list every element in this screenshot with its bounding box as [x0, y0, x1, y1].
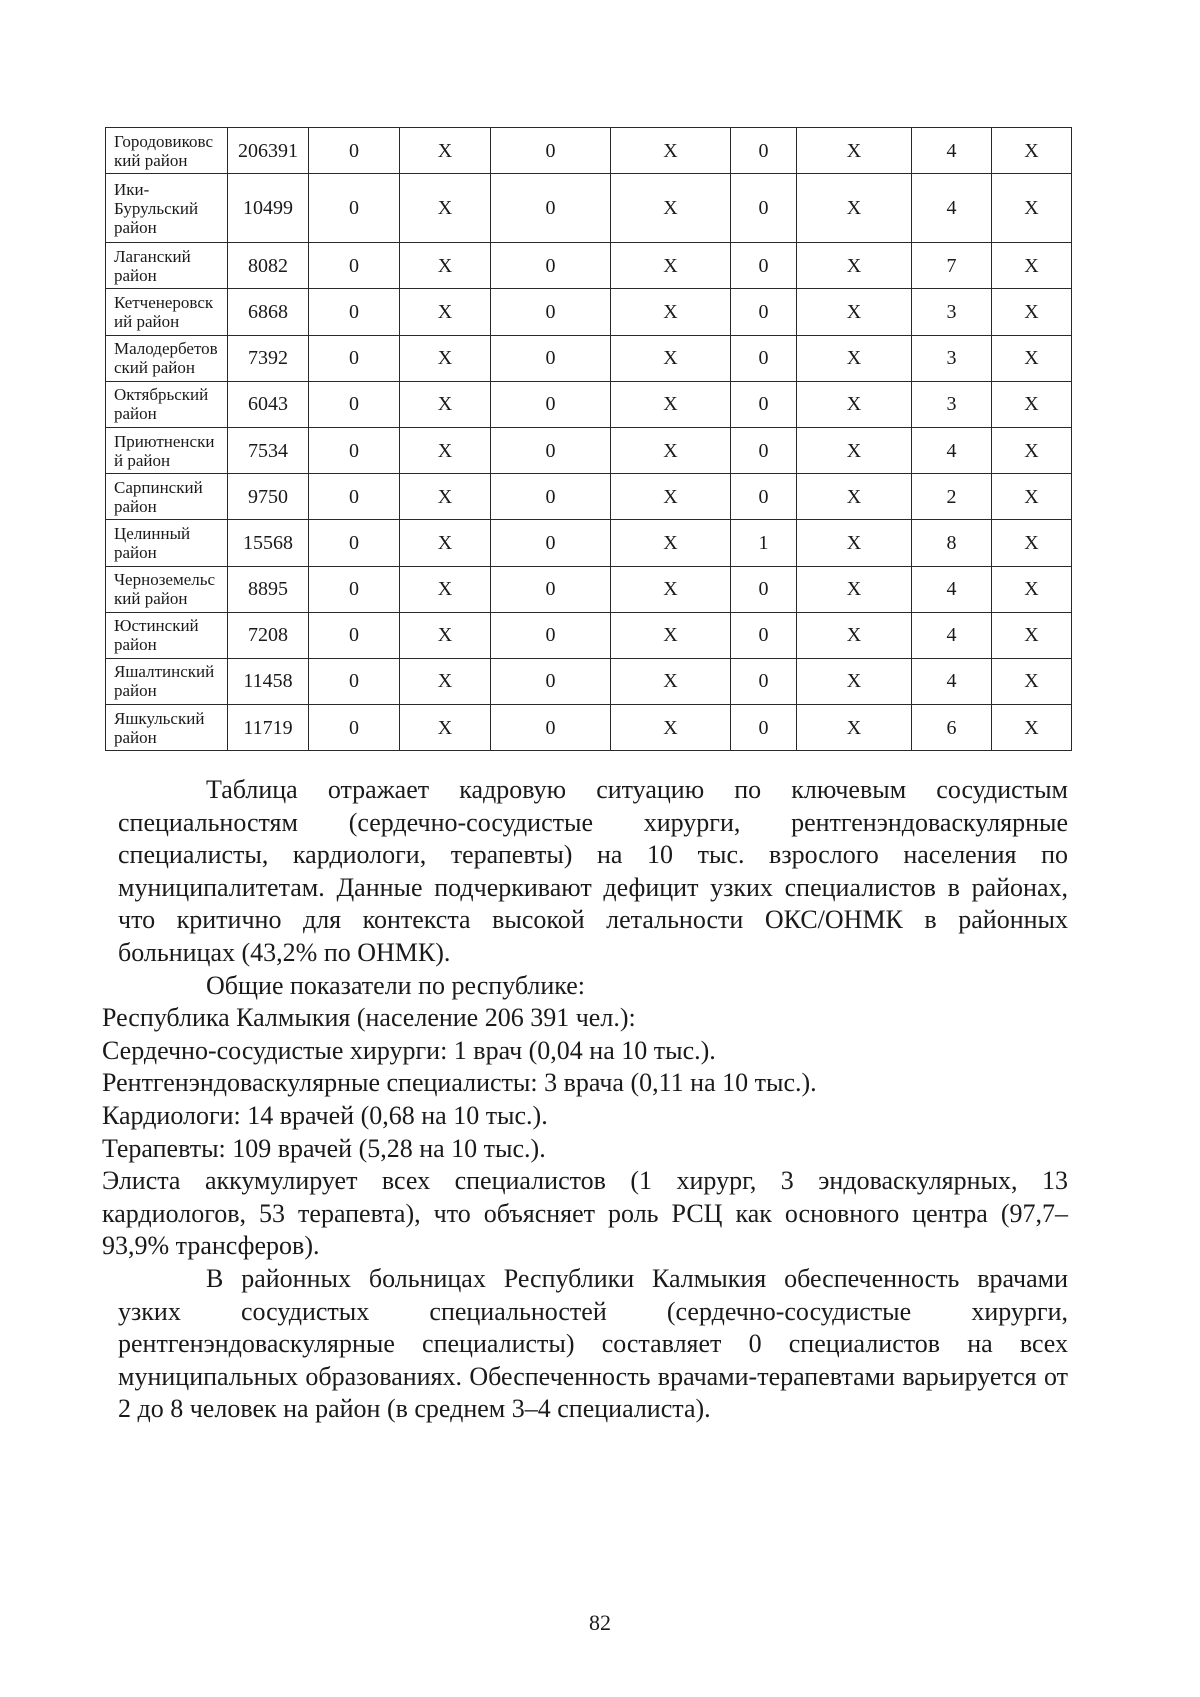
value-cell: 0	[731, 566, 797, 612]
value-cell: 0	[309, 474, 400, 520]
value-cell: X	[797, 174, 912, 243]
table-row	[106, 335, 1072, 381]
value-cell: X	[400, 705, 491, 751]
paragraph-district-hospitals: В районных больницах Республики Калмыкия обеспеченность врачами узких сосудистых специальностей (сердечно-сосудистые хирурги, рентгенэндоваскулярные специалисты) составляет 0 специалистов на всех муниципальных образованиях. Обеспеченность врачами-терапевтами варьируется от 2 до 8 человек на район (в среднем 3–4 специалиста).	[118, 1263, 1068, 1424]
population-cell: 9750	[228, 474, 309, 520]
region-cell: Кетченеровск ий район	[106, 289, 228, 335]
population-cell: 7208	[228, 612, 309, 658]
value-cell: X	[992, 174, 1072, 243]
value-cell: 4	[912, 174, 992, 243]
value-cell: 0	[491, 566, 611, 612]
value-cell: 4	[912, 658, 992, 704]
table-row	[106, 128, 1072, 174]
value-cell: X	[992, 243, 1072, 289]
table-row	[106, 474, 1072, 520]
value-cell: 0	[731, 381, 797, 427]
value-cell: 3	[912, 335, 992, 381]
region-cell: Черноземельс кий район	[106, 566, 228, 612]
value-cell: 7	[912, 243, 992, 289]
value-cell: X	[611, 520, 731, 566]
value-cell: X	[797, 289, 912, 335]
value-cell: X	[797, 335, 912, 381]
value-cell: X	[992, 474, 1072, 520]
staffing-table	[105, 127, 1072, 751]
value-cell: X	[611, 474, 731, 520]
value-cell: X	[611, 381, 731, 427]
value-cell: 0	[491, 658, 611, 704]
value-cell: 4	[912, 427, 992, 473]
region-cell: Октябрьский район	[106, 381, 228, 427]
value-cell: 0	[309, 612, 400, 658]
value-cell: X	[400, 566, 491, 612]
population-cell: 206391	[228, 128, 309, 174]
value-cell: 0	[309, 335, 400, 381]
value-cell: X	[400, 289, 491, 335]
region-cell: Ики-Бурульский район	[106, 174, 228, 243]
value-cell: X	[992, 381, 1072, 427]
value-cell: 4	[912, 566, 992, 612]
table-row	[106, 243, 1072, 289]
value-cell: X	[611, 289, 731, 335]
page-number: 82	[589, 1610, 611, 1635]
line-republic-population: Республика Калмыкия (население 206 391 чел.):	[102, 1003, 636, 1033]
value-cell: X	[992, 427, 1072, 473]
value-cell: X	[400, 174, 491, 243]
value-cell: 0	[309, 128, 400, 174]
population-cell: 7534	[228, 427, 309, 473]
value-cell: X	[992, 520, 1072, 566]
table-row	[106, 705, 1072, 751]
value-cell: 0	[731, 427, 797, 473]
value-cell: X	[611, 427, 731, 473]
value-cell: X	[611, 705, 731, 751]
region-cell: Приютненски й район	[106, 427, 228, 473]
value-cell: X	[992, 658, 1072, 704]
line-endovascular-specialists: Рентгенэндоваскулярные специалисты: 3 врача (0,11 на 10 тыс.).	[102, 1068, 817, 1098]
value-cell: X	[992, 128, 1072, 174]
value-cell: 3	[912, 289, 992, 335]
value-cell: 0	[491, 427, 611, 473]
value-cell: 0	[309, 566, 400, 612]
population-cell: 15568	[228, 520, 309, 566]
region-cell: Лаганский район	[106, 243, 228, 289]
value-cell: 0	[731, 243, 797, 289]
value-cell: 0	[491, 705, 611, 751]
value-cell: X	[611, 612, 731, 658]
population-cell: 11458	[228, 658, 309, 704]
region-cell: Малодербетов ский район	[106, 335, 228, 381]
value-cell: 0	[491, 289, 611, 335]
value-cell: X	[797, 658, 912, 704]
value-cell: X	[992, 566, 1072, 612]
region-cell: Городовиковс кий район	[106, 128, 228, 174]
value-cell: 0	[491, 243, 611, 289]
line-therapists: Терапевты: 109 врачей (5,28 на 10 тыс.).	[102, 1133, 546, 1163]
value-cell: 0	[309, 243, 400, 289]
value-cell: 0	[491, 128, 611, 174]
region-cell: Яшкульский район	[106, 705, 228, 751]
table-row	[106, 658, 1072, 704]
value-cell: X	[400, 243, 491, 289]
value-cell: X	[797, 128, 912, 174]
value-cell: 0	[731, 174, 797, 243]
value-cell: X	[797, 705, 912, 751]
paragraph-table-summary: Таблица отражает кадровую ситуацию по ключевым сосудистым специальностям (сердечно-сосудистые хирурги, рентгенэндоваскулярные специалисты, кардиологи, терапевты) на 10 тыс. взрослого населения по муниципалитетам. Данные подчеркивают дефицит узких специалистов в районах, что критично для контекста высокой летальности ОКС/ОНМК в районных больницах (43,2% по ОНМК).	[118, 775, 1068, 967]
value-cell: X	[611, 658, 731, 704]
value-cell: X	[400, 128, 491, 174]
value-cell: 0	[309, 427, 400, 473]
table-row	[106, 566, 1072, 612]
value-cell: X	[797, 612, 912, 658]
table-row	[106, 174, 1072, 243]
value-cell: 0	[731, 705, 797, 751]
value-cell: X	[797, 566, 912, 612]
value-cell: X	[611, 335, 731, 381]
value-cell: X	[797, 474, 912, 520]
value-cell: 0	[309, 705, 400, 751]
population-cell: 11719	[228, 705, 309, 751]
population-cell: 8895	[228, 566, 309, 612]
population-cell: 7392	[228, 335, 309, 381]
value-cell: 0	[731, 658, 797, 704]
value-cell: X	[400, 427, 491, 473]
value-cell: 0	[491, 335, 611, 381]
value-cell: 0	[491, 612, 611, 658]
region-cell: Юстинский район	[106, 612, 228, 658]
value-cell: X	[400, 520, 491, 566]
value-cell: X	[611, 128, 731, 174]
value-cell: 0	[309, 381, 400, 427]
value-cell: X	[400, 612, 491, 658]
value-cell: 0	[731, 128, 797, 174]
population-cell: 6868	[228, 289, 309, 335]
value-cell: 0	[731, 474, 797, 520]
value-cell: X	[992, 612, 1072, 658]
paragraph-republic-heading: Общие показатели по республике:	[206, 970, 586, 1000]
population-cell: 10499	[228, 174, 309, 243]
table-row	[106, 612, 1072, 658]
population-cell: 6043	[228, 381, 309, 427]
population-cell: 8082	[228, 243, 309, 289]
value-cell: X	[400, 381, 491, 427]
value-cell: 0	[309, 520, 400, 566]
value-cell: X	[797, 381, 912, 427]
value-cell: X	[400, 658, 491, 704]
value-cell: 4	[912, 612, 992, 658]
region-cell: Сарпинский район	[106, 474, 228, 520]
value-cell: X	[797, 427, 912, 473]
value-cell: 3	[912, 381, 992, 427]
value-cell: X	[400, 474, 491, 520]
value-cell: 0	[491, 174, 611, 243]
value-cell: 8	[912, 520, 992, 566]
value-cell: 0	[731, 289, 797, 335]
region-cell: Целинный район	[106, 520, 228, 566]
value-cell: X	[611, 243, 731, 289]
value-cell: X	[611, 174, 731, 243]
value-cell: 0	[309, 289, 400, 335]
value-cell: 2	[912, 474, 992, 520]
value-cell: X	[400, 335, 491, 381]
value-cell: X	[611, 566, 731, 612]
table-row	[106, 427, 1072, 473]
value-cell: X	[797, 243, 912, 289]
value-cell: X	[992, 705, 1072, 751]
value-cell: 1	[731, 520, 797, 566]
value-cell: X	[797, 520, 912, 566]
value-cell: 0	[731, 335, 797, 381]
value-cell: 4	[912, 128, 992, 174]
value-cell: X	[992, 335, 1072, 381]
body-text	[102, 774, 1068, 1426]
region-cell: Яшалтинский район	[106, 658, 228, 704]
value-cell: 0	[491, 474, 611, 520]
value-cell: 0	[309, 174, 400, 243]
value-cell: 6	[912, 705, 992, 751]
value-cell: 0	[491, 520, 611, 566]
table-row	[106, 289, 1072, 335]
table-row	[106, 381, 1072, 427]
paragraph-elista: Элиста аккумулирует всех специалистов (1 хирург, 3 эндоваскулярных, 13 кардиологов, 53 терапевта), что объясняет роль РСЦ как основного центра (97,7–93,9% трансферов).	[102, 1166, 1068, 1261]
line-vascular-surgeons: Сердечно-сосудистые хирурги: 1 врач (0,04 на 10 тыс.).	[102, 1035, 716, 1065]
value-cell: 0	[731, 612, 797, 658]
table-row	[106, 520, 1072, 566]
value-cell: X	[992, 289, 1072, 335]
line-cardiologists: Кардиологи: 14 врачей (0,68 на 10 тыс.).	[102, 1100, 548, 1130]
value-cell: 0	[309, 658, 400, 704]
value-cell: 0	[491, 381, 611, 427]
